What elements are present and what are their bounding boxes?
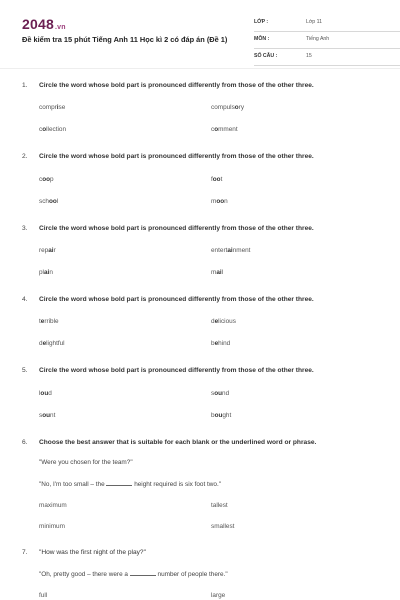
- option-a[interactable]: comprise: [39, 104, 66, 111]
- option-d[interactable]: smallest: [211, 523, 235, 530]
- option-b[interactable]: delicious: [211, 318, 236, 325]
- option-b[interactable]: foot: [211, 176, 223, 183]
- document-title: Đề kiểm tra 15 phút Tiếng Anh 11 Học kì 2 có đáp án (Đề 1): [22, 35, 228, 44]
- option-a[interactable]: coop: [39, 176, 54, 183]
- option-a[interactable]: maximum: [39, 502, 67, 509]
- meta-subject-label: MÔN :: [254, 36, 270, 42]
- question-number: 7.: [22, 549, 28, 556]
- meta-class: [254, 17, 400, 32]
- question-text: Circle the word whose bold part is pronounced differently from those of the other three.: [39, 296, 314, 303]
- option-a[interactable]: repair: [39, 247, 56, 254]
- meta-class-value: Lớp 11: [306, 19, 322, 25]
- document-meta: [254, 17, 400, 68]
- question-text: Circle the word whose bold part is pronounced differently from those of the other three.: [39, 82, 314, 89]
- question-number: 1.: [22, 82, 28, 89]
- header-divider: [0, 68, 400, 69]
- meta-question-count-label: SỐ CÂU :: [254, 53, 278, 59]
- option-d[interactable]: comment: [211, 126, 238, 133]
- option-b[interactable]: tallest: [211, 502, 228, 509]
- question-number: 6.: [22, 439, 28, 446]
- meta-question-count-value: 15: [306, 53, 312, 59]
- option-d[interactable]: bought: [211, 412, 232, 419]
- option-d[interactable]: behind: [211, 340, 231, 347]
- option-c[interactable]: minimum: [39, 523, 65, 530]
- meta-class-label: LỚP :: [254, 19, 269, 25]
- option-a[interactable]: full: [39, 592, 48, 599]
- option-c[interactable]: plain: [39, 269, 53, 276]
- question-number: 4.: [22, 296, 28, 303]
- option-b[interactable]: entertainment: [211, 247, 251, 254]
- document-header: [22, 14, 382, 64]
- question-text: Circle the word whose bold part is pronounced differently from those of the other three.: [39, 153, 314, 160]
- option-c[interactable]: sount: [39, 412, 56, 419]
- question-text: Circle the word whose bold part is pronounced differently from those of the other three.: [39, 225, 314, 232]
- question-number: 2.: [22, 153, 28, 160]
- question-text: Circle the word whose bold part is pronounced differently from those of the other three.: [39, 367, 314, 374]
- option-c[interactable]: school: [39, 198, 59, 205]
- meta-subject-value: Tiếng Anh: [306, 36, 330, 42]
- question-text: Choose the best answer that is suitable for each blank or the underlined word or phrase.: [39, 439, 317, 446]
- option-b[interactable]: compulsory: [211, 104, 245, 111]
- question-stem-line-2: "No, I'm too small – the height required is six foot two.": [39, 481, 222, 488]
- option-c[interactable]: delightful: [39, 340, 65, 347]
- meta-subject: [254, 34, 400, 49]
- option-b[interactable]: sound: [211, 390, 230, 397]
- answer-blank: [130, 570, 156, 576]
- meta-question-count: [254, 51, 400, 66]
- question-stem-line-1: "Were you chosen for the team?": [39, 459, 133, 466]
- answer-blank: [106, 480, 132, 486]
- option-b[interactable]: large: [211, 592, 226, 599]
- option-a[interactable]: loud: [39, 390, 52, 397]
- question-stem-line-2: "Oh, pretty good – there were a number of people there.": [39, 571, 228, 578]
- option-a[interactable]: terrible: [39, 318, 59, 325]
- option-d[interactable]: moon: [211, 198, 228, 205]
- option-d[interactable]: mail: [211, 269, 224, 276]
- question-number: 3.: [22, 225, 28, 232]
- question-number: 5.: [22, 367, 28, 374]
- option-c[interactable]: collection: [39, 126, 67, 133]
- site-logo[interactable]: 2048.vn: [22, 16, 66, 32]
- question-text: "How was the first night of the play?": [39, 549, 146, 556]
